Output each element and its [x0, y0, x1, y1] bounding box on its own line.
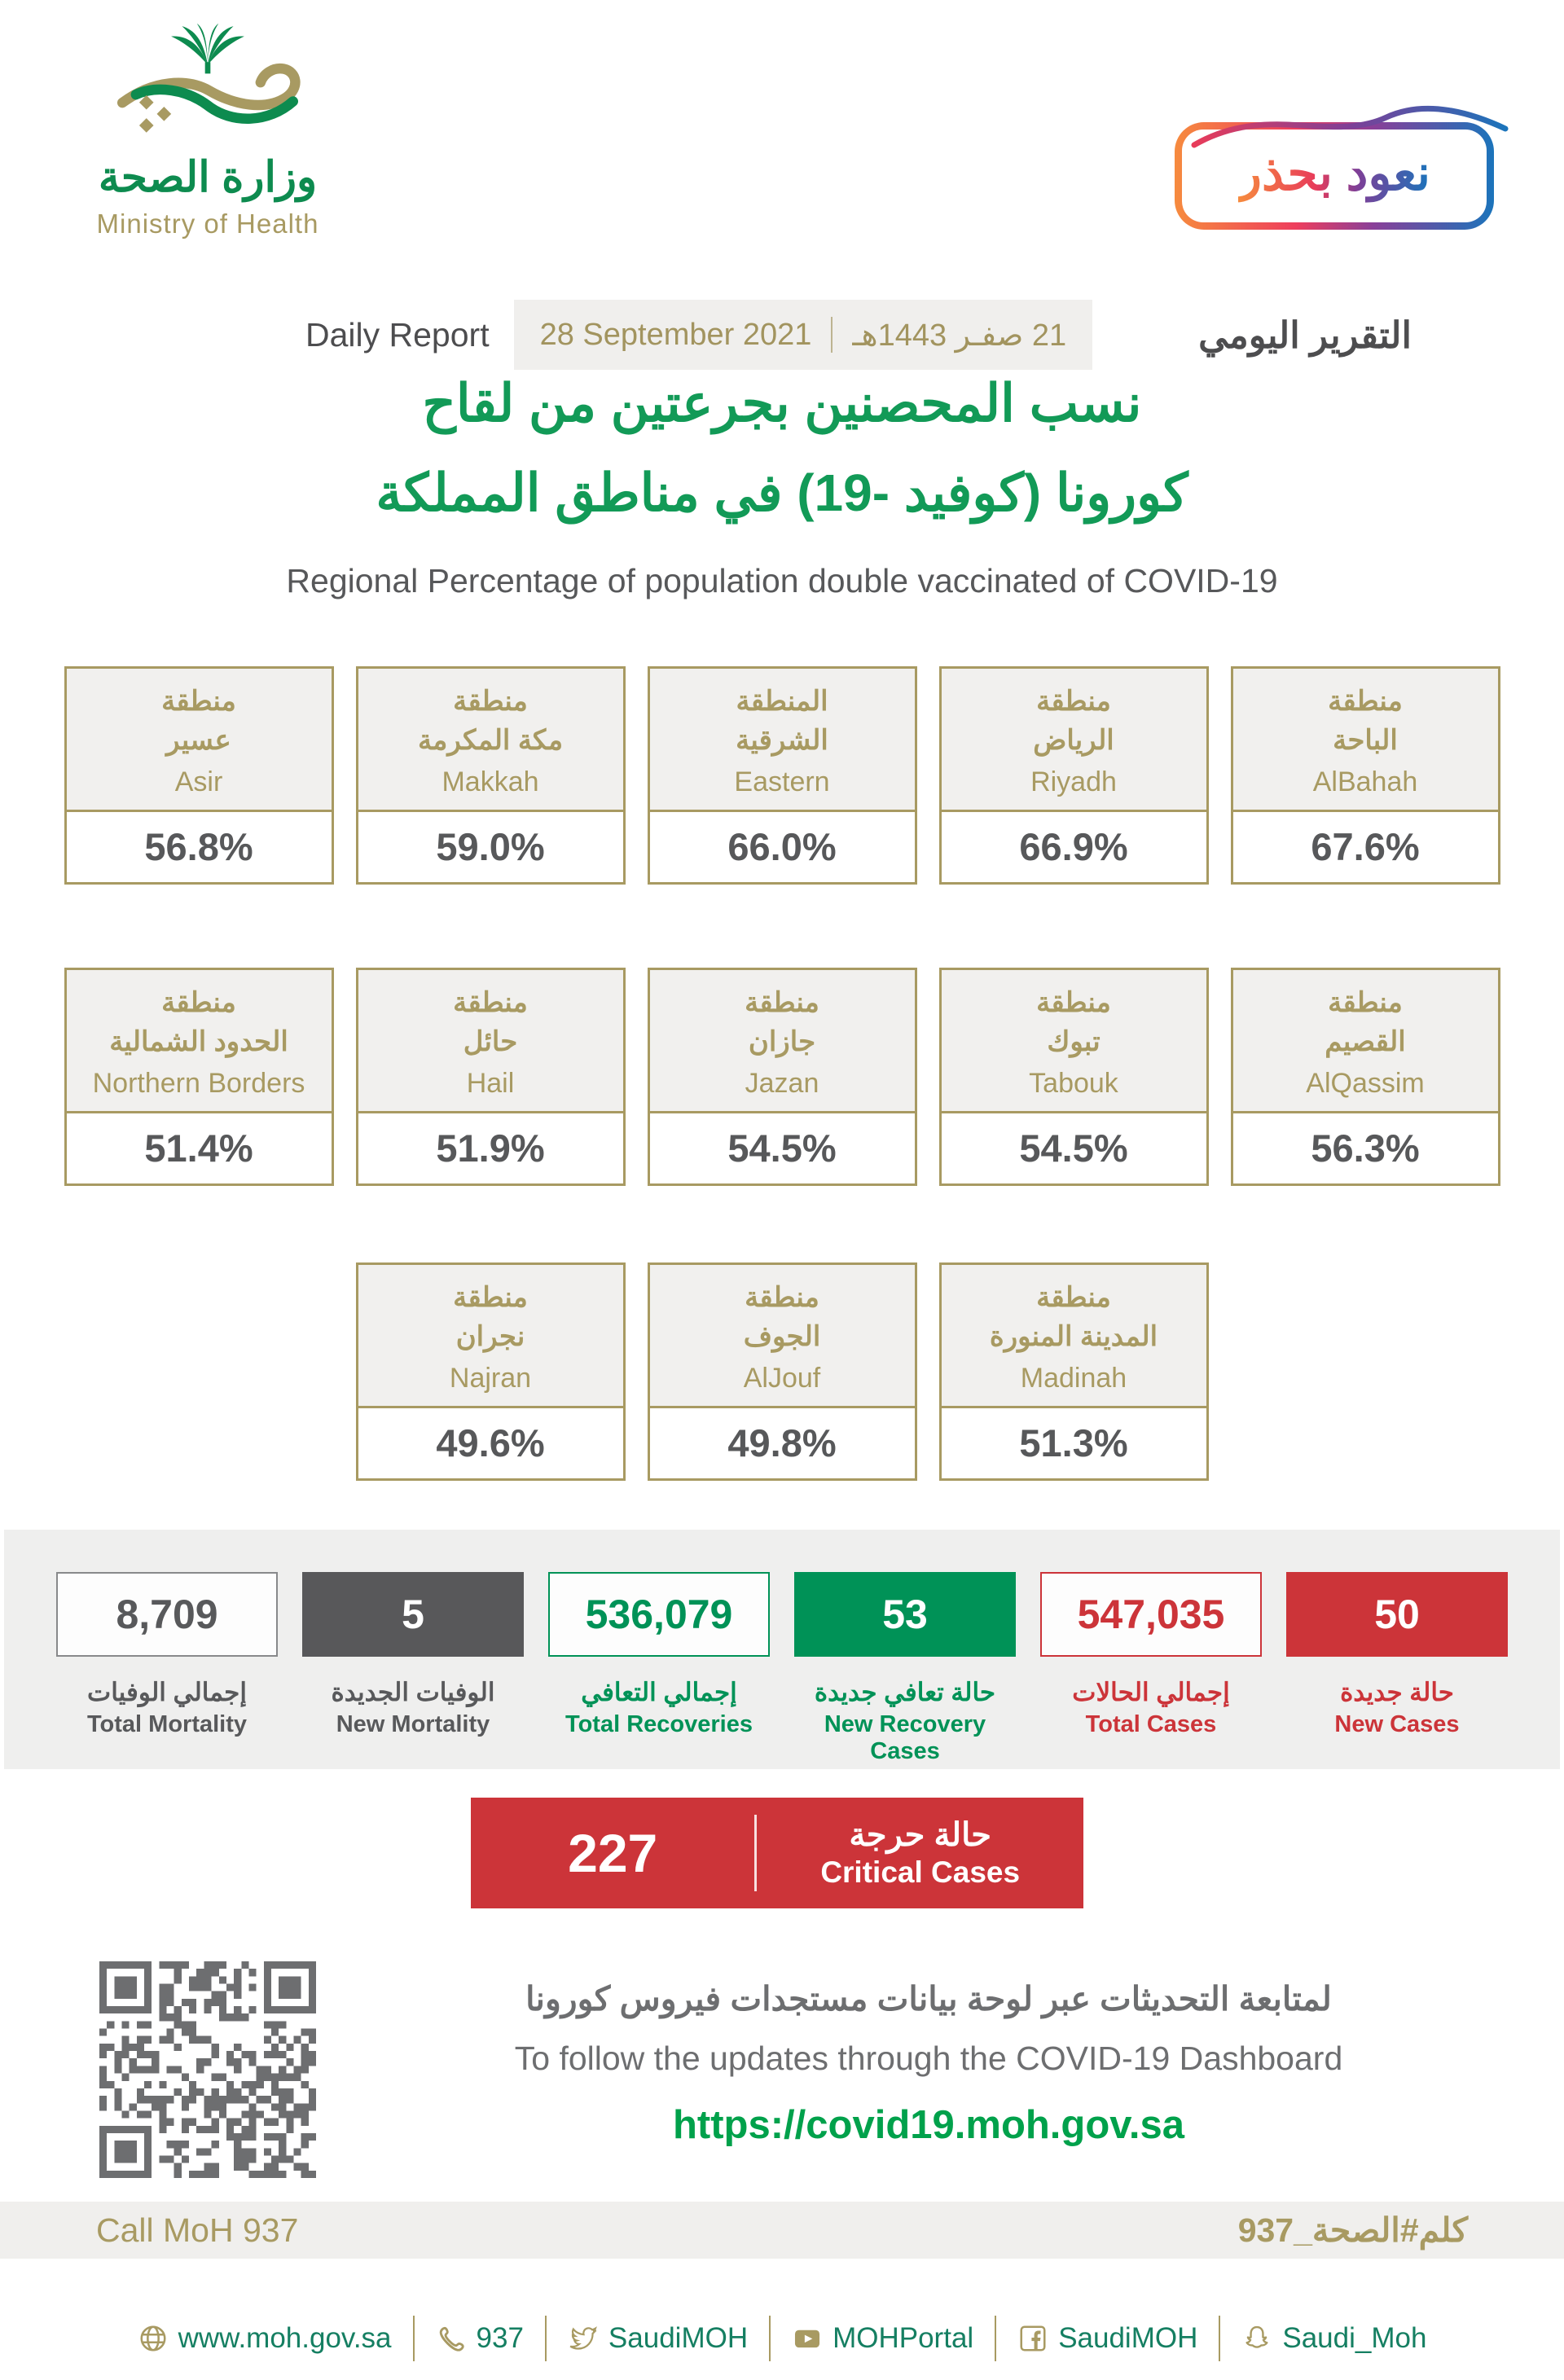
stat-value: 547,035 — [1040, 1572, 1262, 1657]
region-card-hail: منطقة حائل Hail 51.9% — [356, 968, 626, 1186]
region-name-english: Makkah — [442, 766, 539, 797]
region-name-english: Najran — [449, 1362, 532, 1394]
region-vaccinated-percent: 67.6% — [1233, 812, 1498, 882]
region-vaccinated-percent: 56.3% — [1233, 1113, 1498, 1183]
region-vaccinated-percent: 66.0% — [650, 812, 915, 882]
page-title-arabic-line2: كورونا (كوفيد -19) في مناطق المملكة — [376, 463, 1188, 522]
social-item-snapchat[interactable]: Saudi_Moh — [1241, 2322, 1426, 2355]
region-cards-row-2 — [0, 968, 1564, 1186]
stat-label-english: Total Cases — [1085, 1711, 1217, 1737]
twitter-icon — [568, 2323, 599, 2354]
daily-report-label: Daily Report — [305, 315, 490, 353]
region-name-english: AlJouf — [743, 1362, 821, 1394]
social-item-phone[interactable]: 937 — [436, 2322, 524, 2355]
region-vaccinated-percent: 54.5% — [942, 1113, 1206, 1183]
dashboard-info — [342, 1979, 1515, 2148]
region-card-najran: منطقة نجران Najran 49.6% — [356, 1262, 626, 1481]
region-name-english: Tabouk — [1029, 1067, 1118, 1099]
region-vaccinated-percent: 66.9% — [942, 812, 1206, 882]
social-item-website[interactable]: www.moh.gov.sa — [138, 2322, 392, 2355]
region-card-albahah: منطقة الباحة AlBahah 67.6% — [1231, 666, 1500, 885]
badge-text: نعود بحذر — [1238, 149, 1430, 203]
separator — [1219, 2316, 1220, 2361]
date-divider — [831, 317, 833, 353]
region-vaccinated-percent: 51.9% — [358, 1113, 623, 1183]
region-name-english: Riyadh — [1030, 766, 1117, 797]
region-name-arabic: منطقة — [745, 987, 819, 1018]
separator — [995, 2316, 996, 2361]
dashboard-text-english: To follow the updates through the COVID-19 Dashboard — [514, 2040, 1343, 2077]
snapchat-icon — [1241, 2323, 1272, 2354]
region-name-english: Asir — [174, 766, 223, 797]
region-name-arabic: منطقة — [453, 686, 528, 717]
region-vaccinated-percent: 49.6% — [358, 1408, 623, 1478]
report-date-hijri: 21 صفـر 1443هـ — [852, 318, 1067, 353]
stat-label-english: New Cases — [1334, 1711, 1460, 1737]
critical-label-arabic: حالة حرجة — [849, 1817, 991, 1853]
stat-label-arabic: الوفيات الجديدة — [331, 1678, 495, 1706]
social-item-youtube[interactable]: MOHPortal — [792, 2322, 973, 2355]
social-item-twitter[interactable]: SaudiMOH — [568, 2322, 748, 2355]
stat-total-mortality — [56, 1572, 278, 1769]
separator — [413, 2316, 415, 2361]
region-vaccinated-percent: 51.3% — [942, 1408, 1206, 1478]
stat-value: 53 — [794, 1572, 1016, 1657]
region-name-arabic: منطقة — [453, 1282, 528, 1313]
region-card-madinah: منطقة المدينة المنورة Madinah 51.3% — [939, 1262, 1209, 1481]
critical-cases-banner — [471, 1798, 1083, 1908]
region-name-english: Madinah — [1020, 1362, 1127, 1394]
badge-swoosh-icon — [1166, 94, 1512, 151]
dashboard-text-arabic: لمتابعة التحديثات عبر لوحة بيانات مستجدات فيروس كورونا — [525, 1980, 1332, 2018]
page-title-arabic-line1: نسب المحصنين بجرعتين من لقاح — [422, 374, 1142, 433]
report-date-gregorian: 28 September 2021 — [539, 317, 812, 352]
return-with-caution-badge — [1175, 122, 1494, 230]
region-card-riyadh: منطقة الرياض Riyadh 66.9% — [939, 666, 1209, 885]
region-name-arabic: منطقة — [1036, 686, 1111, 717]
stat-new-cases — [1286, 1572, 1508, 1769]
youtube-icon — [792, 2323, 823, 2354]
region-card-asir: منطقة عسير Asir 56.8% — [64, 666, 334, 885]
stat-label-english: Total Recoveries — [565, 1711, 753, 1737]
logo-title-english: Ministry of Health — [96, 209, 319, 239]
region-name-arabic: منطقة — [1036, 1282, 1111, 1313]
moh-emblem-icon — [101, 23, 314, 151]
stat-label-arabic: إجمالي الحالات — [1072, 1678, 1230, 1706]
stat-label-arabic: حالة تعافي جديدة — [814, 1678, 996, 1706]
social-item-facebook[interactable]: SaudiMOH — [1017, 2322, 1197, 2355]
region-name-arabic: منطقة — [453, 987, 528, 1018]
globe-icon — [138, 2323, 169, 2354]
region-vaccinated-percent: 51.4% — [67, 1113, 332, 1183]
daily-stats-band — [4, 1530, 1560, 1769]
moh-logo — [77, 23, 338, 239]
region-card-northern-borders: منطقة الحدود الشمالية Northern Borders 51.4% — [64, 968, 334, 1186]
region-card-eastern: المنطقة الشرقية Eastern 66.0% — [648, 666, 917, 885]
daily-report-label-arabic: التقرير اليومي — [1198, 314, 1412, 356]
separator — [769, 2316, 771, 2361]
region-name-arabic: منطقة — [161, 987, 236, 1018]
report-date-box — [514, 300, 1093, 370]
region-name-arabic: منطقة — [1328, 987, 1403, 1018]
social-links-bar — [0, 2316, 1564, 2361]
page-title-english: Regional Percentage of population double vaccinated of COVID-19 — [286, 562, 1278, 599]
stat-label-arabic: حالة جديدة — [1340, 1678, 1454, 1706]
region-cards-row-3 — [0, 1262, 1564, 1481]
stat-total-recoveries — [548, 1572, 770, 1769]
facebook-icon — [1017, 2323, 1048, 2354]
region-name-arabic: المنطقة — [736, 686, 828, 717]
region-card-makkah: منطقة مكة المكرمة Makkah 59.0% — [356, 666, 626, 885]
region-name-english: Jazan — [745, 1067, 819, 1099]
region-cards-row-1 — [0, 666, 1564, 885]
region-card-alqassim: منطقة القصيم AlQassim 56.3% — [1231, 968, 1500, 1186]
logo-title-arabic: وزارة الصحة — [98, 154, 318, 201]
region-name-english: AlQassim — [1306, 1067, 1425, 1099]
stat-value: 5 — [302, 1572, 524, 1657]
call-moh-english: Call MoH 937 — [96, 2211, 299, 2249]
region-vaccinated-percent: 56.8% — [67, 812, 332, 882]
region-card-aljouf: منطقة الجوف AlJouf 49.8% — [648, 1262, 917, 1481]
stat-new-mortality — [302, 1572, 524, 1769]
region-name-english: Hail — [466, 1067, 515, 1099]
stat-value: 536,079 — [548, 1572, 770, 1657]
critical-cases-value: 227 — [568, 1823, 658, 1883]
stat-value: 50 — [1286, 1572, 1508, 1657]
region-name-english: Eastern — [734, 766, 830, 797]
region-name-english: AlBahah — [1312, 766, 1418, 797]
region-vaccinated-percent: 54.5% — [650, 1113, 915, 1183]
call-moh-arabic: كلم#الصحة_937 — [1237, 2211, 1468, 2249]
region-card-tabouk: منطقة تبوك Tabouk 54.5% — [939, 968, 1209, 1186]
stat-label-english: Total Mortality — [86, 1711, 248, 1737]
stat-total-cases — [1040, 1572, 1262, 1769]
report-header-row — [305, 300, 1412, 370]
region-name-arabic: منطقة — [745, 1282, 819, 1313]
stat-label-english: New Mortality — [336, 1711, 490, 1737]
region-name-english: Northern Borders — [92, 1067, 305, 1099]
stat-value: 8,709 — [56, 1572, 278, 1657]
dashboard-url-link[interactable]: https://covid19.moh.gov.sa — [672, 2103, 1185, 2147]
region-name-arabic: منطقة — [1328, 686, 1403, 717]
separator — [545, 2316, 547, 2361]
stat-label-arabic: إجمالي الوفيات — [87, 1678, 247, 1706]
region-vaccinated-percent: 49.8% — [650, 1408, 915, 1478]
stat-label-english: New Recovery Cases — [824, 1711, 986, 1764]
stat-new-recovery-cases — [794, 1572, 1016, 1769]
phone-icon — [436, 2323, 467, 2354]
stat-label-arabic: إجمالي التعافي — [581, 1678, 737, 1706]
region-vaccinated-percent: 59.0% — [358, 812, 623, 882]
qr-code — [99, 1961, 316, 2178]
region-name-arabic: منطقة — [1036, 987, 1111, 1018]
region-name-arabic: منطقة — [161, 686, 236, 717]
footer-call-band — [0, 2202, 1564, 2259]
region-card-jazan: منطقة جازان Jazan 54.5% — [648, 968, 917, 1186]
critical-label-english: Critical Cases — [820, 1855, 1021, 1889]
